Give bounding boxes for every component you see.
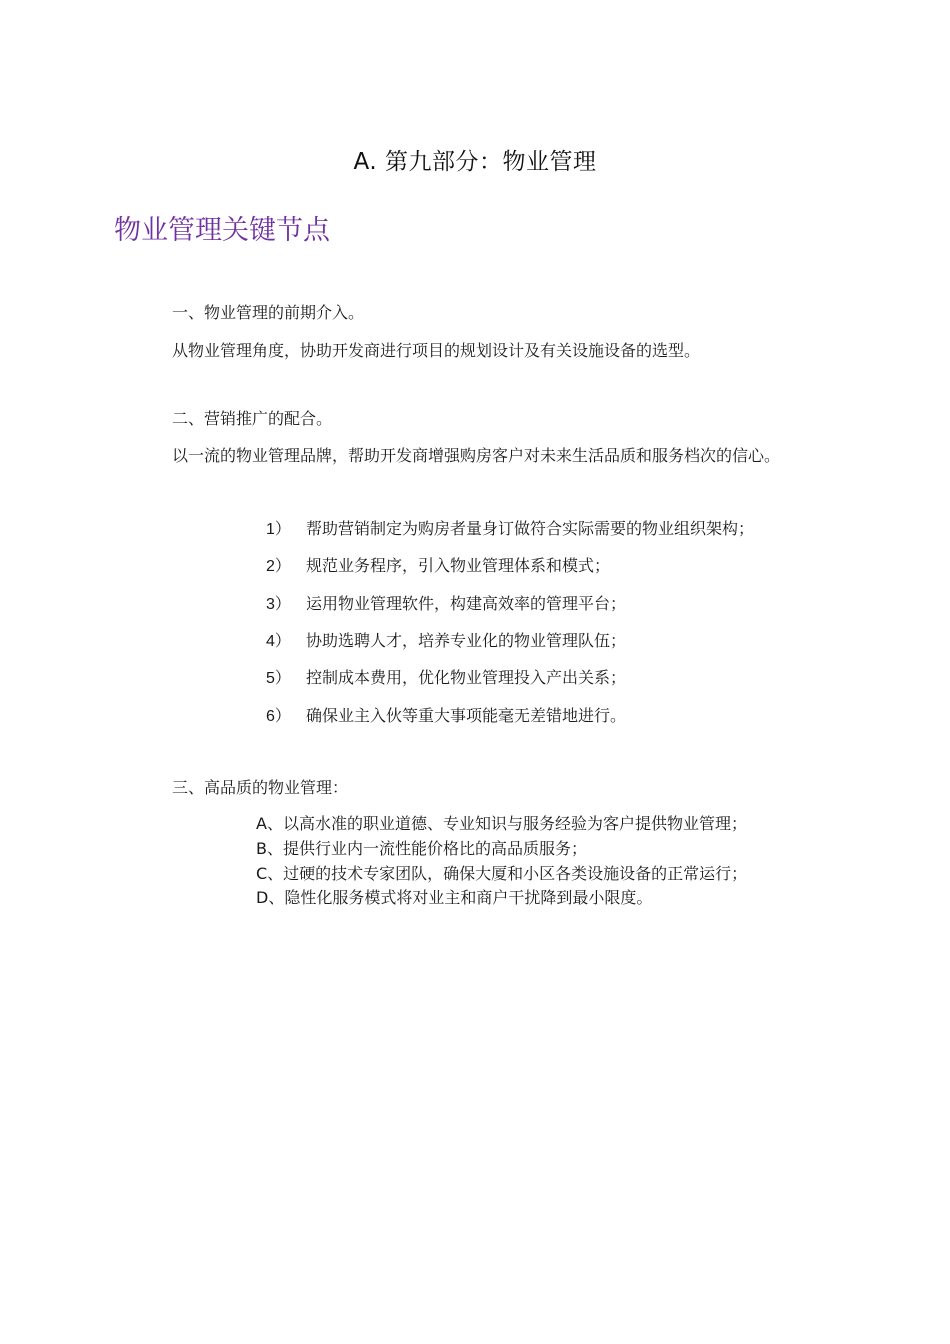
item-number: 6）: [266, 708, 291, 725]
item-text: 帮助营销制定为购房者量身订做符合实际需要的物业组织架构；: [306, 519, 755, 538]
item-number: 3）: [266, 596, 291, 613]
item-text: 确保业主入伙等重大事项能毫无差错地进行。: [306, 706, 627, 725]
page-title: A. 第九部分：物业管理: [353, 149, 597, 175]
item-text: 运用物业管理软件，构建高效率的管理平台；: [306, 594, 627, 613]
item-number: 2）: [266, 558, 291, 575]
numbered-item-2: [266, 554, 610, 579]
section-3-title: 三、高品质的物业管理：: [172, 778, 349, 797]
numbered-item-4: [266, 629, 626, 654]
item-number: 4）: [266, 633, 291, 650]
numbered-item-1: [266, 517, 754, 542]
item-text: 控制成本费用，优化物业管理投入产出关系；: [306, 668, 627, 687]
item-text: 规范业务程序，引入物业管理体系和模式；: [306, 556, 611, 575]
item-number: 5）: [266, 670, 291, 687]
section-2-title: 二、营销推广的配合。: [172, 409, 333, 428]
item-number: 1）: [266, 521, 291, 538]
section-1-title: 一、物业管理的前期介入。: [172, 303, 365, 322]
lettered-item-b: B、提供行业内一流性能价格比的高品质服务；: [256, 839, 587, 858]
section-2-body: 以一流的物业管理品牌，帮助开发商增强购房客户对未来生活品质和服务档次的信心。: [172, 446, 781, 465]
lettered-item-c: C、过硬的技术专家团队，确保大厦和小区各类设施设备的正常运行；: [256, 864, 748, 883]
item-text: 协助选聘人才，培养专业化的物业管理队伍；: [306, 631, 627, 650]
section-1-body: 从物业管理角度，协助开发商进行项目的规划设计及有关设施设备的选型。: [172, 341, 701, 360]
lettered-item-a: A、以高水准的职业道德、专业知识与服务经验为客户提供物业管理；: [256, 814, 747, 833]
numbered-item-5: [266, 666, 626, 691]
lettered-item-d: D、隐性化服务模式将对业主和商户干扰降到最小限度。: [256, 888, 653, 907]
numbered-item-6: [266, 704, 626, 729]
section-heading: 物业管理关键节点: [114, 215, 330, 246]
numbered-item-3: [266, 592, 626, 617]
